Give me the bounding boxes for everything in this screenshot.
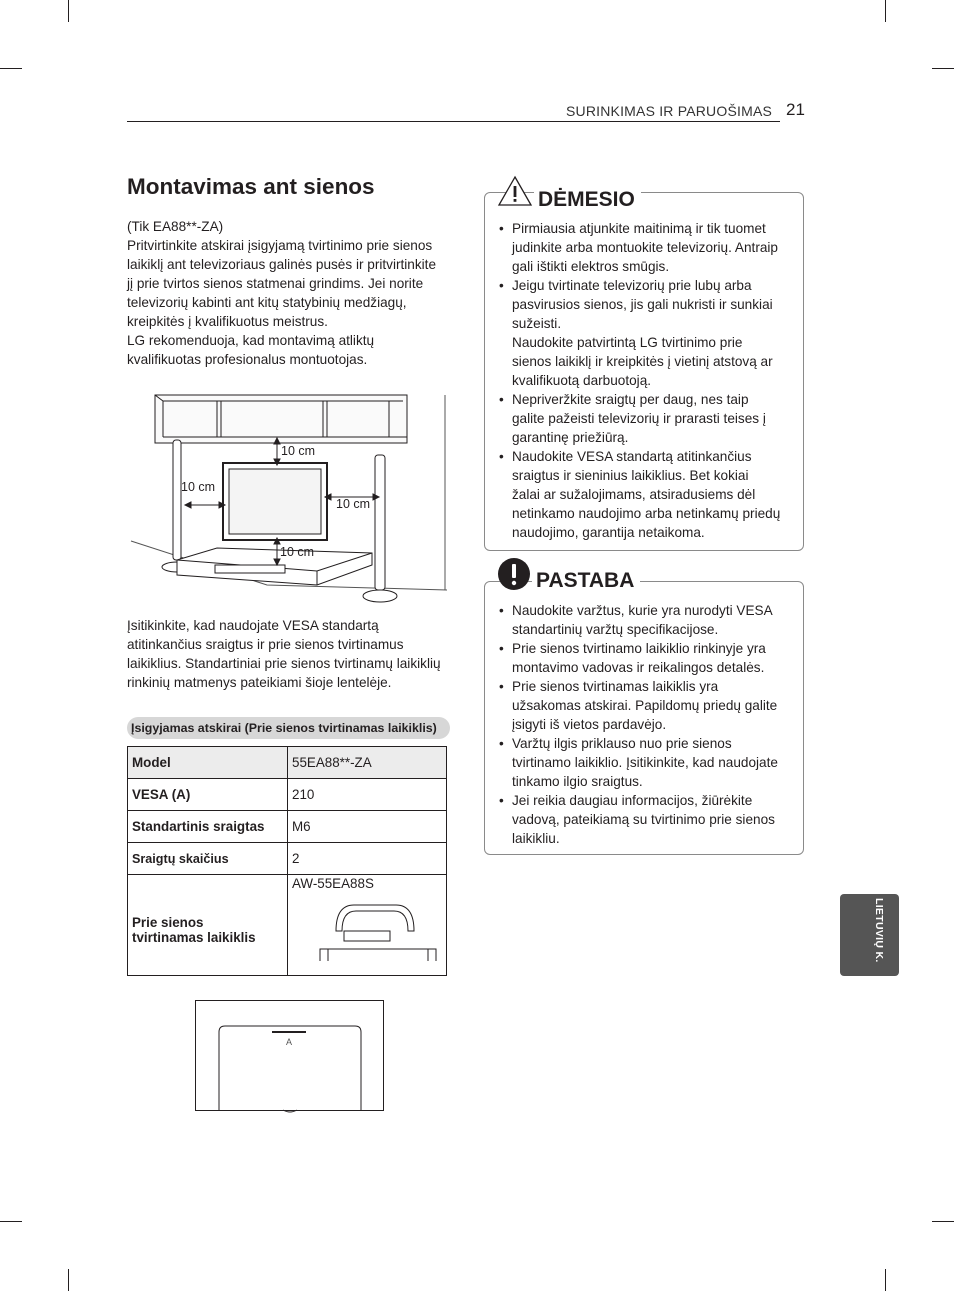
- item-line: kvalifikuotą darbuotoją.: [512, 373, 652, 388]
- row-value: [288, 875, 447, 976]
- item-line: • Jeigu tvirtinate televizorių prie lubų arba: [512, 278, 752, 293]
- list-item: [498, 734, 948, 791]
- table-row: [128, 811, 447, 843]
- item-line: galite pažeisti televizorių ir prarasti teises į: [512, 411, 766, 426]
- vesa-line: Įsitikinkite, kad naudojate VESA standartą: [127, 618, 379, 633]
- intro-line: jį prie tvirtos sienos statmenai grindims. Jei norite: [127, 276, 424, 291]
- note-title: PASTABA: [532, 569, 640, 593]
- table-caption: Įsigyjamas atskirai (Prie sienos tvirtinamas laikiklis): [127, 717, 450, 739]
- page-title: Montavimas ant sienos: [127, 174, 375, 199]
- list-item: [498, 276, 948, 390]
- item-line: garantinę priežiūrą.: [512, 430, 629, 445]
- item-line: • Naudokite VESA standartą atitinkančius: [512, 449, 752, 464]
- row-label: Standartinis sraigtas: [128, 811, 288, 843]
- tv-wall-mount-illustration: [127, 385, 457, 610]
- item-line: vadovą, pateikiamą su tvirtinimo prie sienos: [512, 812, 775, 827]
- row-value: 2: [288, 843, 447, 875]
- intro-line: kvalifikuotas profesionalus montuotojas.: [127, 352, 368, 367]
- vesa-line: laikiklius. Standartiniai prie sienos tvirtinamų laikiklių: [127, 656, 441, 671]
- intro-line: Pritvirtinkite atskirai įsigyjamą tvirtinimo prie sienos: [127, 238, 433, 253]
- item-line: įsigyti iš vietos pardavėjo.: [512, 717, 667, 732]
- list-item: [498, 447, 948, 542]
- header-rule: [127, 121, 780, 122]
- item-line: • Prie sienos tvirtinamo laikiklio rinkinyje yra: [512, 641, 766, 656]
- crop-mark: [68, 0, 69, 22]
- clearance-right-label: 10 cm: [336, 497, 371, 511]
- crop-mark: [932, 1221, 954, 1222]
- vesa-line: atitinkančius sraigtus ir prie sienos tvirtinamus: [127, 637, 404, 652]
- crop-mark: [932, 68, 954, 69]
- crop-mark: [0, 68, 22, 69]
- clearance-top-label: 10 cm: [281, 444, 316, 458]
- item-line: judinkite arba montuokite televizorių. Antraip: [512, 240, 778, 255]
- item-line: • Pirmiausia atjunkite maitinimą ir tik tuomet: [512, 221, 766, 236]
- language-side-tab[interactable]: [840, 894, 899, 976]
- language-tab-label: LIETUVIŲ K.: [873, 898, 885, 963]
- intro-line: laikiklį ant televizoriaus galinės pusės ir pritvirtinkite: [127, 257, 437, 272]
- row-value: 55EA88**-ZA: [288, 747, 447, 779]
- table-row: [128, 843, 447, 875]
- item-line: Naudokite patvirtintą LG tvirtinimo prie: [512, 335, 743, 350]
- row-value: 210: [288, 779, 447, 811]
- list-item: [498, 639, 948, 677]
- crop-mark: [885, 0, 886, 22]
- item-line: užsakomas atskirai. Papildomų priedų galite: [512, 698, 778, 713]
- vesa-paragraph: [127, 616, 457, 692]
- item-line: sužeisti.: [512, 316, 562, 331]
- item-line: • Prie sienos tvirtinamas laikiklis yra: [512, 679, 719, 694]
- item-line: gali ištikti elektros smūgis.: [512, 259, 670, 274]
- vesa-a-label: A: [286, 1037, 293, 1047]
- caution-list: [498, 219, 948, 542]
- item-line: sienos laikiklį ir kreipkitės į vietinį atstovą ar: [512, 354, 773, 369]
- crop-mark: [0, 1221, 22, 1222]
- row-value: M6: [288, 811, 447, 843]
- item-line: naudojimo, garantija netaikoma.: [512, 525, 705, 540]
- intro-line: LG rekomenduoja, kad montavimą atliktų: [127, 333, 375, 348]
- vesa-line: rinkinių matmenys pateikiami šioje lentelėje.: [127, 675, 392, 690]
- row-label: Sraigtų skaičius: [128, 843, 288, 875]
- tv-back-diagram: [195, 1000, 385, 1113]
- clearance-bottom-label: 10 cm: [280, 545, 315, 559]
- item-line: tinkamo ilgio sraigtus.: [512, 774, 643, 789]
- bracket-label-line: tvirtinamas laikiklis: [132, 930, 256, 945]
- item-line: netinkamo naudojimo arba netinkamų priedų: [512, 506, 781, 521]
- page-number: 21: [786, 100, 805, 119]
- list-item: [498, 219, 948, 276]
- item-line: žalai ar sužalojimams, atsiradusiems dėl: [512, 487, 756, 502]
- item-line: standartinių varžtų specifikacijose.: [512, 622, 719, 637]
- bracket-model: AW-55EA88S: [292, 876, 374, 891]
- table-row: [128, 747, 447, 779]
- warning-triangle-icon: [497, 175, 533, 207]
- item-line: • Nepriveržkite sraigtų per daug, nes taip: [512, 392, 749, 407]
- table-row: [128, 875, 447, 976]
- crop-mark: [885, 1269, 886, 1291]
- item-line: • Varžtų ilgis priklauso nuo prie sienos: [512, 736, 732, 751]
- intro-line: kreipkitės į kvalifikuotus meistrus.: [127, 314, 328, 329]
- spec-table: [127, 746, 447, 976]
- list-item: [498, 390, 948, 447]
- item-line: tvirtinamo laikiklio. Įsitikinkite, kad naudojate: [512, 755, 778, 770]
- bracket-illustration: [292, 891, 442, 961]
- item-line: • Jei reikia daugiau informacijos, žiūrėkite: [512, 793, 753, 808]
- item-line: sraigtus ir sieninius laikiklius. Bet kokiai: [512, 468, 749, 483]
- intro-line: (Tik EA88**-ZA): [127, 219, 224, 234]
- list-item: [498, 677, 948, 734]
- table-row: [128, 779, 447, 811]
- intro-line: televizorių kabinti ant kitų statybinių medžiagų,: [127, 295, 407, 310]
- item-line: laikikliu.: [512, 831, 560, 846]
- bracket-label-line: Prie sienos: [132, 915, 204, 930]
- clearance-left-label: 10 cm: [181, 480, 216, 494]
- exclamation-circle-icon: [497, 557, 531, 591]
- row-label: VESA (A): [128, 779, 288, 811]
- item-line: • Naudokite varžtus, kurie yra nurodyti VESA: [512, 603, 773, 618]
- list-item: [498, 791, 948, 848]
- crop-mark: [68, 1269, 69, 1291]
- caution-title: DĖMESIO: [534, 188, 641, 212]
- row-label: [128, 875, 288, 976]
- section-header: SURINKIMAS IR PARUOŠIMAS: [566, 103, 773, 119]
- item-line: pasvirusios sienos, jis gali nukristi ir sunkiai: [512, 297, 773, 312]
- intro-paragraph: [127, 217, 457, 369]
- note-list: [498, 601, 948, 848]
- item-line: montavimo vadovas ir reikalingos detalės.: [512, 660, 765, 675]
- list-item: [498, 601, 948, 639]
- row-label: Model: [128, 747, 288, 779]
